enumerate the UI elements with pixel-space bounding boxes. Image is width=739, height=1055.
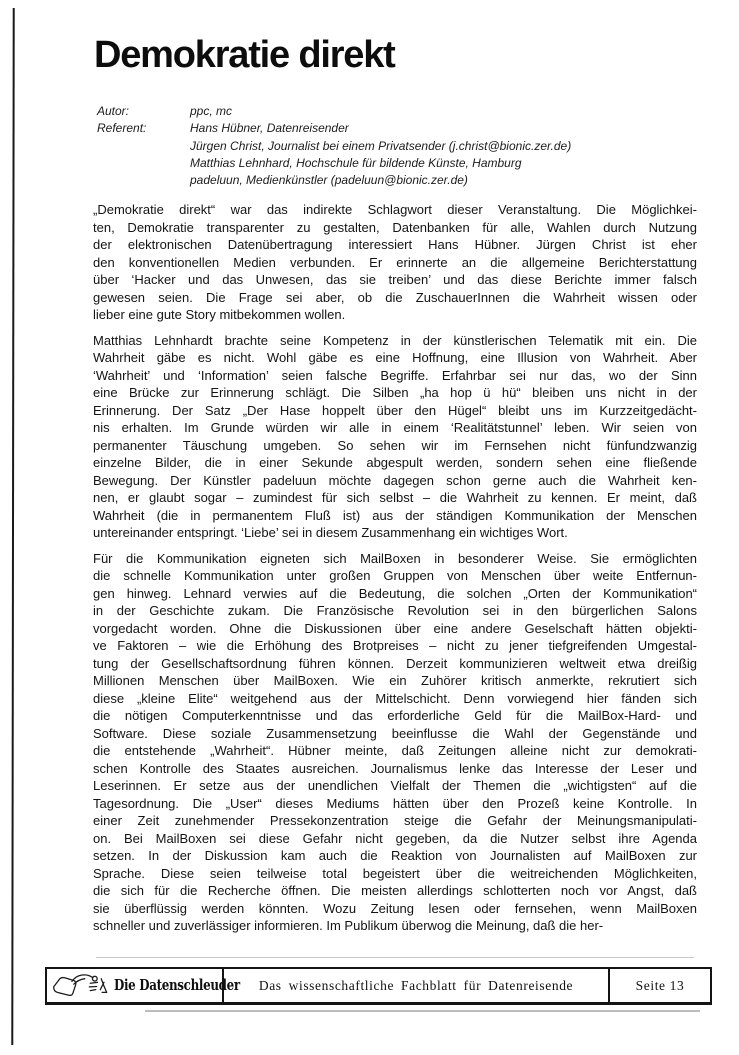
text-line: ve Faktoren – wie die Erhöhung des Brotpreises – nicht zu jener tiefgreifenden Umgestal-: [93, 638, 697, 653]
text-line: Bewegung. Der Künstler padeluun möchte dagegen schon gerne auch die Wahrheit ken-: [93, 472, 697, 488]
text-line: Erinnerung. Der Satz „Der Hase hoppelt über den Hügel“ bleibt uns im Kurzzeitgedächt-: [93, 402, 697, 418]
text-line: permanenter Täuschung umgeben. So sehen wir im Fernsehen nicht fünfundzwanzig: [93, 437, 697, 453]
text-line: „Demokratie direkt“ war das indirekte Schlagwort dieser Veranstaltung. Die Möglichkei-: [93, 202, 697, 217]
footer-bar: [45, 967, 712, 1005]
meta-label: [97, 138, 190, 155]
text-line: eine Brücke zur Erinnerung schlägt. Die Silben „ha hop ü hü“ bleiben uns nicht in der: [93, 385, 697, 400]
text-line: nis erhalten. Im Grunde würden wir alle in einem ‘Realitätstunnel’ leben. Wir seien von: [93, 420, 697, 435]
scan-artifact-line-top: [96, 957, 694, 958]
meta-row: [97, 138, 657, 155]
meta-row: [97, 155, 657, 172]
meta-value: ppc, mc: [190, 104, 233, 118]
text-line: gewesen seien. Die Frage sei aber, ob die ZuschauerInnen die Wahrheit wissen oder: [93, 289, 697, 305]
body-paragraph: [93, 332, 697, 542]
meta-label: [97, 172, 190, 189]
text-line: tung der Gesellschaftsordnung führen können. Derzeit kommunizieren weltweit etwa dreißig: [93, 655, 697, 671]
body-paragraph: [93, 550, 697, 935]
text-line: ‘Wahrheit’ und ‘Information’ seien falsche Begriffe. Erfahrbar sei nur das, wo der Sinn: [93, 367, 697, 383]
text-line: den konventionellen Medien verbunden. Er erinnerte an die allgemeine Berichterstattung: [93, 254, 697, 270]
meta-label: Referent:: [97, 121, 147, 136]
footer-page-cell: [608, 969, 710, 1002]
meta-row: [97, 172, 657, 189]
text-line: Millionen Menschen über MailBoxen. Wie ein Zuhörer kritisch anmerkte, rekrutiert sich: [93, 673, 697, 688]
text-line: lieber eine gute Story mitbekommen wollen.: [93, 307, 346, 322]
text-line: über ‘Hacker und das Unwesen, das sie treiben’ und das diese Berichte immer falsch: [93, 272, 697, 287]
text-line: Tagesordnung. Die „User“ dieses Mediums hätten über den Prozeß keine Kontrolle. In: [93, 795, 697, 811]
text-line: die sich für die Recherche öffnen. Die meisten allerdings schlotterten noch vor Angst, daß: [93, 883, 697, 898]
text-line: schneller und zuverlässiger informieren. Im Publikum überwog die Meinung, daß die her-: [93, 918, 604, 933]
text-line: diese „kleine Elite“ weitgehend aus der Mittelschicht. Denn vorwiegend hier fänden sich: [93, 690, 697, 706]
scan-artifact-line-bottom: [145, 1010, 700, 1012]
text-line: setzen. In der Diskussion kam auch die Reaktion von Journalisten auf MailBoxen zur: [93, 848, 697, 863]
text-line: die schnelle Kommunikation unter großen Gruppen von Menschen über weite Entfernun-: [93, 568, 697, 583]
footer-subtitle-cell: [222, 969, 608, 1002]
text-line: gen hinweg. Lehnard verwies auf die Bedeutung, die solchen „Orten der Kommunikation“: [93, 585, 697, 601]
footer-brand: Die Datenschleuder: [114, 977, 240, 994]
text-line: Leserinnen. Er setze aus der unendlichen Vielfalt der Themen die „wichtigsten“ auf die: [93, 778, 697, 793]
text-line: Software. Diese soziale Zusammensetzung beeinflusse die Wahl der Gegenstände und: [93, 725, 697, 741]
text-line: einzelne Bilder, die in einer Sekunde abgespult werden, sondern sehen eine fließende: [93, 455, 697, 470]
meta-value: Jürgen Christ, Journalist bei einem Privatsender (j.christ@bionic.zer.de): [190, 138, 572, 153]
text-line: die nötigen Computerkenntnisse und das erforderliche Geld für die MailBox-Hard- und: [93, 708, 697, 723]
meta-block: [97, 103, 657, 189]
meta-value: padeluun, Medienkünstler (padeluun@bionic.zer.de): [190, 173, 468, 188]
footer-subtitle: Das wissenschaftliche Fachblatt für Datenreisende: [258, 977, 574, 993]
text-line: untereinander entspringt. ‘Liebe’ sei in diesem Zusammenhang ein wichtiges Wort.: [93, 525, 568, 540]
page-title: Demokratie direkt: [94, 34, 395, 76]
text-line: Für die Kommunikation eigneten sich MailBoxen in besonderer Weise. Sie ermöglichten: [93, 550, 697, 566]
text-line: Matthias Lehnhardt brachte seine Kompetenz in der künstlerischen Telematik mit ein. Die: [93, 332, 697, 348]
text-line: der elektronischen Datenübertragung interessiert Hans Hübner. Jürgen Christ ist eher: [93, 237, 697, 252]
footer-brand-cell: [47, 969, 240, 1002]
text-line: vorgedacht worden. Ohne die Diskussionen über eine andere Geselschaft hätten objekti-: [93, 620, 697, 636]
text-line: Wahrheit (die in permanentem Fluß ist) aus der ständigen Kommunikation der Menschen: [93, 507, 697, 523]
datenschleuder-logo: [50, 971, 114, 1001]
scan-edge-line: [11, 8, 14, 1045]
text-line: in der Geschichte zukam. Die Französische Revolution sei in den bürgerlichen Salons: [93, 603, 697, 618]
meta-value: Hans Hübner, Datenreisender: [190, 121, 349, 136]
meta-label: [97, 155, 190, 172]
meta-row: [97, 103, 657, 120]
text-line: schen Kontrolle des Staates ausreichen. Journalismus lenke das Interesse der Leser und: [93, 760, 697, 776]
body-paragraph: [93, 201, 697, 324]
text-line: ten, Demokratie transparenter zu gestalten, Datenbanken für alle, Wahlen durch Nutzung: [93, 219, 697, 235]
text-line: Wahrheit gäbe es nicht. Wohl gäbe es eine Hoffnung, eine Illusion von Wahrheit. Aber: [93, 350, 697, 365]
meta-value: Matthias Lehnhard, Hochschule für bildende Künste, Hamburg: [190, 155, 522, 170]
meta-label: Autor:: [97, 104, 130, 118]
article-body: [93, 201, 697, 943]
text-line: nen, er glaubt sogar – zumindest für sich selbst – die Wahrheit zu kennen. Er meint, daß: [93, 490, 697, 505]
text-line: sie überflüssig werden könnten. Wozu Zeitung lesen oder fernsehen, wenn MailBoxen: [93, 900, 697, 916]
footer-page-number: Seite 13: [635, 977, 685, 993]
text-line: einer Zeit zunehmender Pressekonzentration steige die Gefahr der Meinungsmanipulati-: [93, 813, 697, 828]
text-line: on. Bei MailBoxen sei diese Gefahr nicht gegeben, da die Nutzer selbst ihre Agenda: [93, 830, 697, 846]
text-line: die entstehende „Wahrheit“. Hübner meinte, daß Zeitungen alleine nicht zur demokrati-: [93, 743, 697, 758]
text-line: Sprache. Diese seien teilweise total begeistert über die weitreichenden Möglichkeiten,: [93, 865, 697, 881]
meta-row: [97, 120, 657, 137]
